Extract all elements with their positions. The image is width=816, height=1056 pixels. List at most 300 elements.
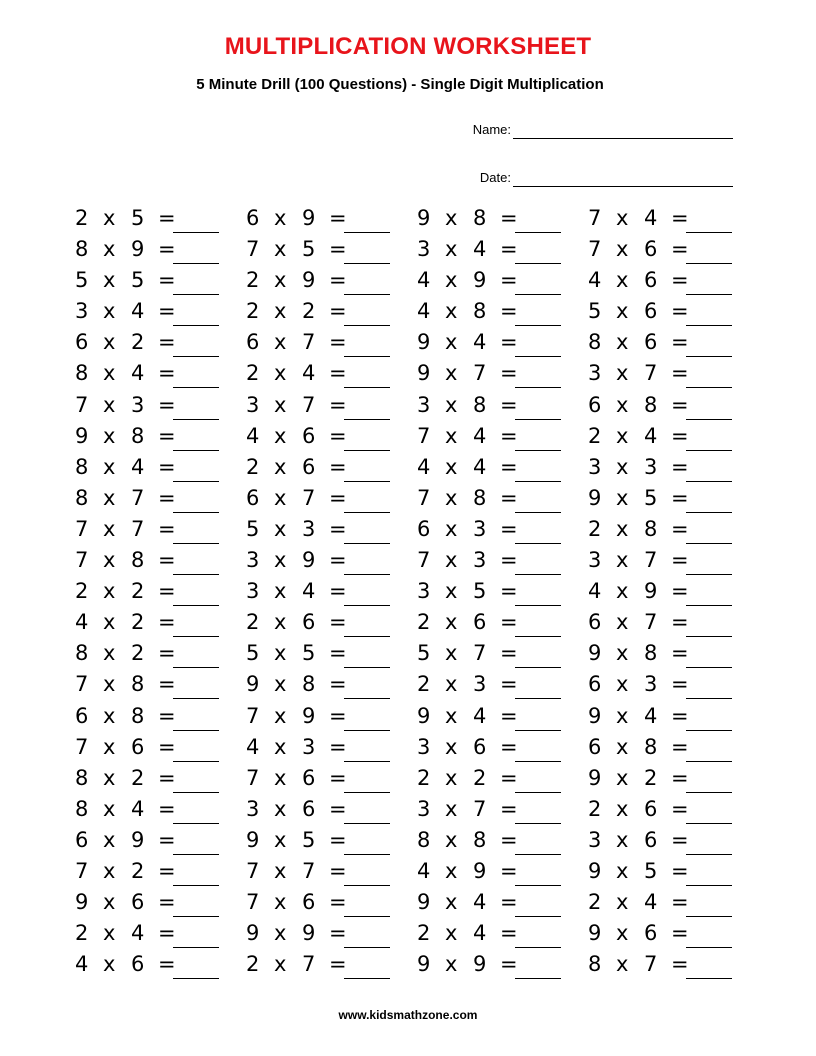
equals-sign: = <box>500 858 518 883</box>
factor-b: 4 <box>473 454 487 479</box>
times-sign: x <box>616 423 629 448</box>
equals-sign: = <box>329 890 347 915</box>
times-sign: x <box>616 703 629 728</box>
answer-blank[interactable] <box>173 387 219 388</box>
factor-a: 7 <box>417 485 431 510</box>
equals-sign: = <box>158 765 176 790</box>
factor-b: 5 <box>302 641 316 666</box>
factor-a: 8 <box>75 765 89 790</box>
times-sign: x <box>274 299 287 324</box>
equals-sign: = <box>329 952 347 977</box>
factor-b: 6 <box>302 890 316 915</box>
factor-a: 7 <box>588 237 602 262</box>
answer-blank[interactable] <box>686 947 732 948</box>
equals-sign: = <box>158 268 176 293</box>
times-sign: x <box>616 516 629 541</box>
answer-blank[interactable] <box>344 232 390 233</box>
factor-a: 9 <box>417 330 431 355</box>
problem-row <box>75 638 235 669</box>
times-sign: x <box>616 330 629 355</box>
answer-blank[interactable] <box>344 574 390 575</box>
equals-sign: = <box>158 952 176 977</box>
equals-sign: = <box>329 921 347 946</box>
factor-a: 7 <box>246 890 260 915</box>
times-sign: x <box>445 454 458 479</box>
answer-blank[interactable] <box>173 885 219 886</box>
answer-blank[interactable] <box>344 450 390 451</box>
date-label: Date: <box>479 170 511 185</box>
factor-b: 3 <box>302 734 316 759</box>
answer-blank[interactable] <box>686 481 732 482</box>
factor-b: 8 <box>473 206 487 230</box>
answer-blank[interactable] <box>344 792 390 793</box>
times-sign: x <box>616 454 629 479</box>
answer-blank[interactable] <box>173 543 219 544</box>
equals-sign: = <box>158 579 176 604</box>
equals-sign: = <box>671 672 689 697</box>
problem-row <box>588 203 748 234</box>
equals-sign: = <box>671 610 689 635</box>
answer-blank[interactable] <box>686 450 732 451</box>
factor-a: 2 <box>75 921 89 946</box>
factor-b: 2 <box>473 765 487 790</box>
factor-a: 3 <box>588 454 602 479</box>
factor-b: 2 <box>131 641 145 666</box>
times-sign: x <box>616 579 629 604</box>
times-sign: x <box>616 672 629 697</box>
times-sign: x <box>103 392 116 417</box>
problem-row <box>246 358 406 389</box>
factor-b: 9 <box>302 548 316 573</box>
answer-blank[interactable] <box>515 605 561 606</box>
answer-blank[interactable] <box>686 294 732 295</box>
factor-b: 4 <box>473 703 487 728</box>
answer-blank[interactable] <box>686 698 732 699</box>
answer-blank[interactable] <box>686 854 732 855</box>
answer-blank[interactable] <box>173 947 219 948</box>
problem-row <box>417 576 577 607</box>
factor-a: 6 <box>75 827 89 852</box>
factor-a: 6 <box>588 734 602 759</box>
times-sign: x <box>103 299 116 324</box>
equals-sign: = <box>500 454 518 479</box>
factor-a: 9 <box>588 703 602 728</box>
problem-row <box>75 794 235 825</box>
answer-blank[interactable] <box>515 823 561 824</box>
answer-blank[interactable] <box>173 232 219 233</box>
answer-blank[interactable] <box>686 512 732 513</box>
answer-blank[interactable] <box>686 387 732 388</box>
factor-b: 6 <box>302 423 316 448</box>
answer-blank[interactable] <box>686 885 732 886</box>
answer-blank[interactable] <box>515 263 561 264</box>
factor-a: 3 <box>588 548 602 573</box>
answer-blank[interactable] <box>515 325 561 326</box>
date-field[interactable] <box>440 170 733 190</box>
answer-blank[interactable] <box>173 356 219 357</box>
answer-blank[interactable] <box>515 947 561 948</box>
answer-blank[interactable] <box>515 885 561 886</box>
answer-blank[interactable] <box>344 978 390 979</box>
equals-sign: = <box>158 485 176 510</box>
problem-row <box>75 545 235 576</box>
problem-row <box>417 265 577 296</box>
factor-b: 7 <box>131 485 145 510</box>
factor-a: 8 <box>417 827 431 852</box>
factor-a: 6 <box>75 330 89 355</box>
factor-b: 6 <box>473 610 487 635</box>
factor-b: 3 <box>473 516 487 541</box>
equals-sign: = <box>671 921 689 946</box>
problem-row <box>588 296 748 327</box>
factor-b: 2 <box>644 765 658 790</box>
factor-b: 2 <box>131 858 145 883</box>
problem-row <box>75 327 235 358</box>
factor-a: 7 <box>246 858 260 883</box>
factor-a: 7 <box>246 765 260 790</box>
answer-blank[interactable] <box>173 667 219 668</box>
answer-blank[interactable] <box>515 419 561 420</box>
factor-a: 9 <box>588 858 602 883</box>
problem-row <box>588 452 748 483</box>
problem-row <box>246 638 406 669</box>
problem-row <box>75 763 235 794</box>
name-line[interactable] <box>513 138 733 139</box>
answer-blank[interactable] <box>515 387 561 388</box>
factor-a: 9 <box>75 890 89 915</box>
problem-row <box>246 327 406 358</box>
times-sign: x <box>103 237 116 262</box>
problem-row <box>75 887 235 918</box>
equals-sign: = <box>329 206 347 230</box>
factor-b: 7 <box>302 392 316 417</box>
problem-row <box>246 669 406 700</box>
factor-b: 9 <box>644 579 658 604</box>
times-sign: x <box>274 579 287 604</box>
answer-blank[interactable] <box>344 698 390 699</box>
answer-blank[interactable] <box>515 792 561 793</box>
problem-row <box>246 701 406 732</box>
times-sign: x <box>103 952 116 977</box>
equals-sign: = <box>671 734 689 759</box>
times-sign: x <box>445 361 458 386</box>
problem-row <box>417 452 577 483</box>
problem-row <box>75 732 235 763</box>
problem-row <box>246 887 406 918</box>
factor-a: 9 <box>417 361 431 386</box>
answer-blank[interactable] <box>686 792 732 793</box>
answer-blank[interactable] <box>515 636 561 637</box>
equals-sign: = <box>329 392 347 417</box>
answer-blank[interactable] <box>515 698 561 699</box>
answer-blank[interactable] <box>173 325 219 326</box>
answer-blank[interactable] <box>344 761 390 762</box>
answer-blank[interactable] <box>173 605 219 606</box>
factor-b: 6 <box>644 268 658 293</box>
problem-row <box>75 452 235 483</box>
factor-a: 7 <box>75 858 89 883</box>
times-sign: x <box>445 765 458 790</box>
equals-sign: = <box>500 890 518 915</box>
answer-blank[interactable] <box>344 263 390 264</box>
factor-b: 9 <box>302 703 316 728</box>
factor-a: 8 <box>588 952 602 977</box>
problem-row <box>588 576 748 607</box>
name-field[interactable] <box>440 122 733 142</box>
answer-blank[interactable] <box>344 730 390 731</box>
factor-b: 8 <box>473 299 487 324</box>
answer-blank[interactable] <box>344 325 390 326</box>
problem-row <box>588 607 748 638</box>
factor-a: 3 <box>246 796 260 821</box>
factor-b: 7 <box>302 485 316 510</box>
factor-b: 6 <box>644 237 658 262</box>
answer-blank[interactable] <box>686 636 732 637</box>
answer-blank[interactable] <box>515 978 561 979</box>
problem-row <box>588 856 748 887</box>
answer-blank[interactable] <box>686 574 732 575</box>
factor-a: 2 <box>417 765 431 790</box>
answer-blank[interactable] <box>344 854 390 855</box>
factor-b: 5 <box>302 237 316 262</box>
equals-sign: = <box>329 330 347 355</box>
factor-b: 3 <box>644 454 658 479</box>
problem-row <box>246 763 406 794</box>
factor-a: 3 <box>246 579 260 604</box>
answer-blank[interactable] <box>686 823 732 824</box>
worksheet-title: MULTIPLICATION WORKSHEET <box>224 33 592 60</box>
answer-blank[interactable] <box>344 916 390 917</box>
factor-b: 4 <box>302 579 316 604</box>
problem-row <box>588 234 748 265</box>
factor-a: 5 <box>588 299 602 324</box>
problem-row <box>246 576 406 607</box>
answer-blank[interactable] <box>515 854 561 855</box>
factor-a: 4 <box>417 268 431 293</box>
times-sign: x <box>103 610 116 635</box>
factor-b: 7 <box>473 361 487 386</box>
answer-blank[interactable] <box>686 543 732 544</box>
factor-b: 4 <box>131 796 145 821</box>
answer-blank[interactable] <box>344 294 390 295</box>
times-sign: x <box>103 890 116 915</box>
equals-sign: = <box>500 268 518 293</box>
times-sign: x <box>445 827 458 852</box>
answer-blank[interactable] <box>686 605 732 606</box>
answer-blank[interactable] <box>173 574 219 575</box>
equals-sign: = <box>671 703 689 728</box>
answer-blank[interactable] <box>344 419 390 420</box>
answer-blank[interactable] <box>686 356 732 357</box>
times-sign: x <box>274 641 287 666</box>
equals-sign: = <box>671 299 689 324</box>
times-sign: x <box>274 796 287 821</box>
factor-b: 5 <box>302 827 316 852</box>
times-sign: x <box>274 890 287 915</box>
problem-row <box>417 327 577 358</box>
equals-sign: = <box>500 641 518 666</box>
answer-blank[interactable] <box>686 730 732 731</box>
answer-blank[interactable] <box>173 636 219 637</box>
answer-blank[interactable] <box>686 232 732 233</box>
answer-blank[interactable] <box>173 512 219 513</box>
equals-sign: = <box>329 516 347 541</box>
factor-b: 4 <box>644 890 658 915</box>
equals-sign: = <box>329 734 347 759</box>
factor-b: 8 <box>473 485 487 510</box>
answer-blank[interactable] <box>173 419 219 420</box>
times-sign: x <box>103 858 116 883</box>
equals-sign: = <box>158 423 176 448</box>
factor-a: 7 <box>75 392 89 417</box>
equals-sign: = <box>671 206 689 230</box>
problem-row <box>417 234 577 265</box>
answer-blank[interactable] <box>515 730 561 731</box>
equals-sign: = <box>500 548 518 573</box>
answer-blank[interactable] <box>515 574 561 575</box>
times-sign: x <box>445 423 458 448</box>
problem-row <box>75 701 235 732</box>
problem-row <box>588 701 748 732</box>
factor-a: 2 <box>417 672 431 697</box>
problem-row <box>588 545 748 576</box>
problem-row <box>417 794 577 825</box>
equals-sign: = <box>158 796 176 821</box>
factor-b: 4 <box>131 921 145 946</box>
problem-row <box>417 203 577 234</box>
answer-blank[interactable] <box>344 823 390 824</box>
answer-blank[interactable] <box>686 761 732 762</box>
factor-a: 3 <box>246 548 260 573</box>
answer-blank[interactable] <box>173 481 219 482</box>
answer-blank[interactable] <box>515 481 561 482</box>
factor-a: 7 <box>75 672 89 697</box>
answer-blank[interactable] <box>686 667 732 668</box>
factor-b: 4 <box>302 361 316 386</box>
equals-sign: = <box>500 827 518 852</box>
equals-sign: = <box>329 827 347 852</box>
factor-a: 3 <box>417 796 431 821</box>
factor-b: 8 <box>131 703 145 728</box>
times-sign: x <box>274 516 287 541</box>
answer-blank[interactable] <box>173 854 219 855</box>
equals-sign: = <box>671 952 689 977</box>
times-sign: x <box>274 610 287 635</box>
answer-blank[interactable] <box>173 823 219 824</box>
times-sign: x <box>274 268 287 293</box>
answer-blank[interactable] <box>515 543 561 544</box>
answer-blank[interactable] <box>173 263 219 264</box>
answer-blank[interactable] <box>344 667 390 668</box>
problem-row <box>417 483 577 514</box>
answer-blank[interactable] <box>344 636 390 637</box>
answer-blank[interactable] <box>515 916 561 917</box>
equals-sign: = <box>500 796 518 821</box>
answer-blank[interactable] <box>173 450 219 451</box>
equals-sign: = <box>500 361 518 386</box>
answer-blank[interactable] <box>344 481 390 482</box>
answer-blank[interactable] <box>173 792 219 793</box>
equals-sign: = <box>158 827 176 852</box>
factor-b: 6 <box>302 765 316 790</box>
equals-sign: = <box>329 796 347 821</box>
answer-blank[interactable] <box>344 356 390 357</box>
factor-b: 7 <box>644 361 658 386</box>
answer-blank[interactable] <box>686 263 732 264</box>
factor-b: 9 <box>473 268 487 293</box>
equals-sign: = <box>671 237 689 262</box>
equals-sign: = <box>158 858 176 883</box>
equals-sign: = <box>500 703 518 728</box>
answer-blank[interactable] <box>515 761 561 762</box>
factor-a: 4 <box>417 299 431 324</box>
answer-blank[interactable] <box>686 325 732 326</box>
answer-blank[interactable] <box>515 450 561 451</box>
answer-blank[interactable] <box>173 730 219 731</box>
answer-blank[interactable] <box>686 978 732 979</box>
answer-blank[interactable] <box>515 356 561 357</box>
answer-blank[interactable] <box>173 916 219 917</box>
name-label: Name: <box>472 122 511 137</box>
date-line[interactable] <box>513 186 733 187</box>
equals-sign: = <box>158 206 176 230</box>
factor-b: 4 <box>473 330 487 355</box>
answer-blank[interactable] <box>344 885 390 886</box>
times-sign: x <box>274 237 287 262</box>
factor-b: 8 <box>131 423 145 448</box>
answer-blank[interactable] <box>686 419 732 420</box>
times-sign: x <box>445 299 458 324</box>
factor-a: 6 <box>75 703 89 728</box>
problem-column-3 <box>417 203 577 980</box>
answer-blank[interactable] <box>515 512 561 513</box>
factor-b: 4 <box>473 921 487 946</box>
answer-blank[interactable] <box>173 698 219 699</box>
factor-b: 2 <box>131 765 145 790</box>
factor-b: 6 <box>644 330 658 355</box>
answer-blank[interactable] <box>344 947 390 948</box>
equals-sign: = <box>500 734 518 759</box>
answer-blank[interactable] <box>515 667 561 668</box>
answer-blank[interactable] <box>344 543 390 544</box>
answer-blank[interactable] <box>344 512 390 513</box>
problem-row <box>246 856 406 887</box>
answer-blank[interactable] <box>344 605 390 606</box>
problem-row <box>588 358 748 389</box>
factor-b: 3 <box>644 672 658 697</box>
equals-sign: = <box>671 827 689 852</box>
factor-b: 7 <box>644 610 658 635</box>
answer-blank[interactable] <box>515 232 561 233</box>
times-sign: x <box>103 454 116 479</box>
answer-blank[interactable] <box>173 761 219 762</box>
factor-a: 4 <box>75 952 89 977</box>
problem-row <box>75 576 235 607</box>
problem-row <box>417 918 577 949</box>
answer-blank[interactable] <box>686 916 732 917</box>
answer-blank[interactable] <box>515 294 561 295</box>
equals-sign: = <box>500 579 518 604</box>
factor-a: 7 <box>246 237 260 262</box>
answer-blank[interactable] <box>344 387 390 388</box>
answer-blank[interactable] <box>173 294 219 295</box>
factor-a: 7 <box>417 548 431 573</box>
times-sign: x <box>616 827 629 852</box>
problem-row <box>588 949 748 980</box>
factor-a: 6 <box>246 206 260 230</box>
problem-row <box>417 732 577 763</box>
answer-blank[interactable] <box>173 978 219 979</box>
